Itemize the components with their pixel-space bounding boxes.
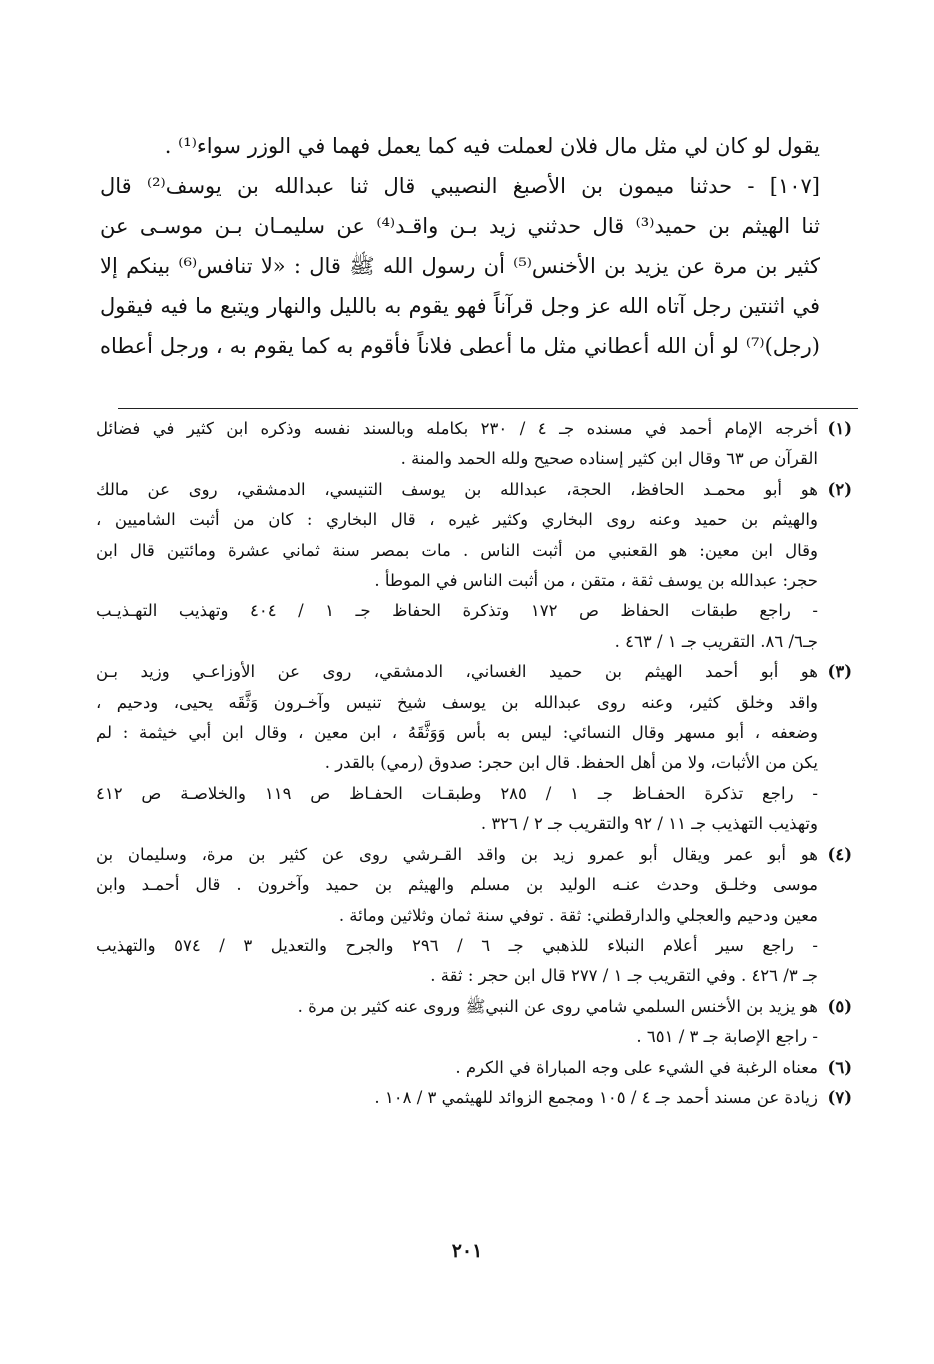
footnote-line: هو أبو أحمد الهيثم بن حميد الغساني، الدمشقي، روى عن الأوزاعـي وزيد بـن — [96, 662, 818, 682]
main-text — [100, 126, 820, 366]
footnote-line: جـ ٣/ ٤٢٦ . وفي التقريب جـ ١ / ٢٧٧ قال ابن حجر : ثقة . — [430, 966, 818, 986]
footnote-line: هو أبو عمر ويقال أبو عمرو زيد بن واقد القـرشي روى عن كثير بن مرة، وسليمان بن — [96, 844, 818, 864]
page-number: ٢٠١ — [451, 1240, 483, 1262]
footnote-6 — [96, 1053, 852, 1083]
footnote-line: هو يزيد بن الأخنس السلمي شامي روى عن النبيﷺ وروى عنه كثير بن مرة . — [297, 996, 818, 1016]
footnote-4 — [96, 840, 852, 992]
footnote-line: واقد وخلق كثير، وعنه روى عبدالله بن يوسف شيخ تنيس وآخـرون وَثَّقَه يحيى، ودحيم ، — [96, 692, 818, 712]
footnote-number: (٥) — [827, 996, 852, 1016]
footnote-3 — [96, 657, 852, 839]
footnote-1 — [96, 414, 852, 475]
footnote-line: أخرجه الإمام أحمد في مسنده جـ ٤ / ٢٣٠ بكامله وبالسند نفسه وذكره ابن كثير في فضائل — [96, 419, 819, 438]
footnote-number: (٤) — [827, 844, 852, 864]
footnote-2 — [96, 475, 852, 657]
footnote-number: (٣) — [827, 662, 852, 682]
footnote-line: - راجع طبقات الحفاظ ص ١٧٢ وتذكرة الحفاظ جـ ١ / ٤٠٤ وتهذيب التهـذيـب — [96, 601, 818, 621]
footnote-5 — [96, 992, 852, 1053]
footnote-line: وقال ابن معين: هو القعنبي من أثبت الناس . مات بمصر سنة ثماني عشرة ومائتين قال ابن — [96, 540, 818, 560]
main-text-line: كثير بن مرة عن يزيد بن الأخنس⁽⁵⁾ أن رسول الله ﷺ قال : «لا تنافس⁽⁶⁾ بينكم إلا — [100, 254, 820, 278]
main-text-line: [١٠٧] - حدثنا ميمون بن الأصبغ النصيبي قال ثنا عبدالله بن يوسف⁽²⁾ قال — [100, 174, 820, 198]
footnote-line: حجر: عبدالله بن يوسف ثقة ، متقن ، من أثبت الناس في الموطأ . — [374, 571, 818, 591]
main-text-line: (رجل)⁽⁷⁾ لو أن الله أعطاني مثل ما أعطى فلاناً فأقوم به كما يقوم به ، ورجل أعطاه — [100, 334, 820, 358]
footnote-7 — [96, 1083, 852, 1113]
footnote-number: (٧) — [827, 1087, 852, 1107]
footnote-number: (٦) — [827, 1057, 852, 1077]
main-text-line: يقول لو كان لي مثل مال فلان لعملت فيه كما يعمل فهما في الوزر سواء⁽¹⁾ . — [164, 134, 820, 158]
footnote-line: القرآن ص ٦٣ وقال ابن كثير إسناده صحيح ولله الحمد والمنة . — [400, 449, 818, 469]
footnote-line: وضعفه ، أبو مسهر وقال النسائي: ليس به بأس وَوَثَّقَهُ ، ابن معين ، وقال ابن أبي خيثمة : لم — [96, 723, 818, 743]
footnote-line: معين ودحيم والعجلي والدارقطني: ثقة . توفي سنة ثمان وثلاثين ومائة . — [338, 905, 818, 925]
main-text-line: في اثنتين رجل آتاه الله عز وجل قرآناً فهو يقوم به بالليل والنهار ويتبع ما فيه فيقول — [100, 294, 820, 318]
footnote-divider — [118, 408, 858, 409]
footnote-line: وتهذيب التهذيب جـ ١١ / ٩٢ والتقريب جـ ٢ / ٣٢٦ . — [480, 814, 818, 834]
footnote-line: والهيثم بن حميد وعنه روى البخاري وكثير غيره ، قال البخاري : كان من أثبت الشاميين ، — [96, 510, 818, 530]
main-text-line: ثنا الهيثم بن حميد⁽³⁾ قال حدثني زيد بـن واقـد⁽⁴⁾ عن سليمـان بـن موسـى عن — [100, 214, 820, 238]
footnote-line: معناه الرغبة في الشيء على وجه المباراة في الكرم . — [455, 1057, 818, 1077]
footnote-line: زيادة عن مسند أحمد جـ ٤ / ١٠٥ ومجمع الزوائد للهيثمي ٣ / ١٠٨ . — [374, 1087, 818, 1107]
footnote-line: هو أبو محمـد الحافظ، الحجة، عبدالله بن يوسف التنيسي، الدمشقي، روى عن مالك — [96, 479, 818, 499]
footnote-line: - راجع تذكرة الحفـاظ جـ ١ / ٢٨٥ وطبقـات الحفـاظ ص ١١٩ والخلاصـة ص ٤١٢ — [96, 783, 818, 803]
footnote-number: (٢) — [827, 479, 852, 499]
footnote-line: يكن من الأثبات، ولا من أهل الحفظ. قال ابن حجر: صدوق (رمي) بالقدر . — [324, 753, 818, 773]
footnote-line: - راجع الإصابة جـ ٣ / ٦٥١ . — [636, 1027, 818, 1047]
footnote-line: - راجع سير أعلام النبلاء للذهبي جـ ٦ / ٢٩٦ والجرح والتعديل ٣ / ٥٧٤ والتهذيب — [96, 935, 818, 955]
footnotes — [96, 414, 852, 1113]
footnote-number: (١) — [827, 419, 852, 438]
footnote-line: جـ٦/ ٨٦. التقريب جـ ١ / ٤٦٣ . — [614, 631, 818, 651]
footnote-line: موسى وخلـق وحدث عنـه الوليد بن مسلم والهيثم بن حميد وآخرون . قال أحمـد وابن — [96, 875, 818, 895]
